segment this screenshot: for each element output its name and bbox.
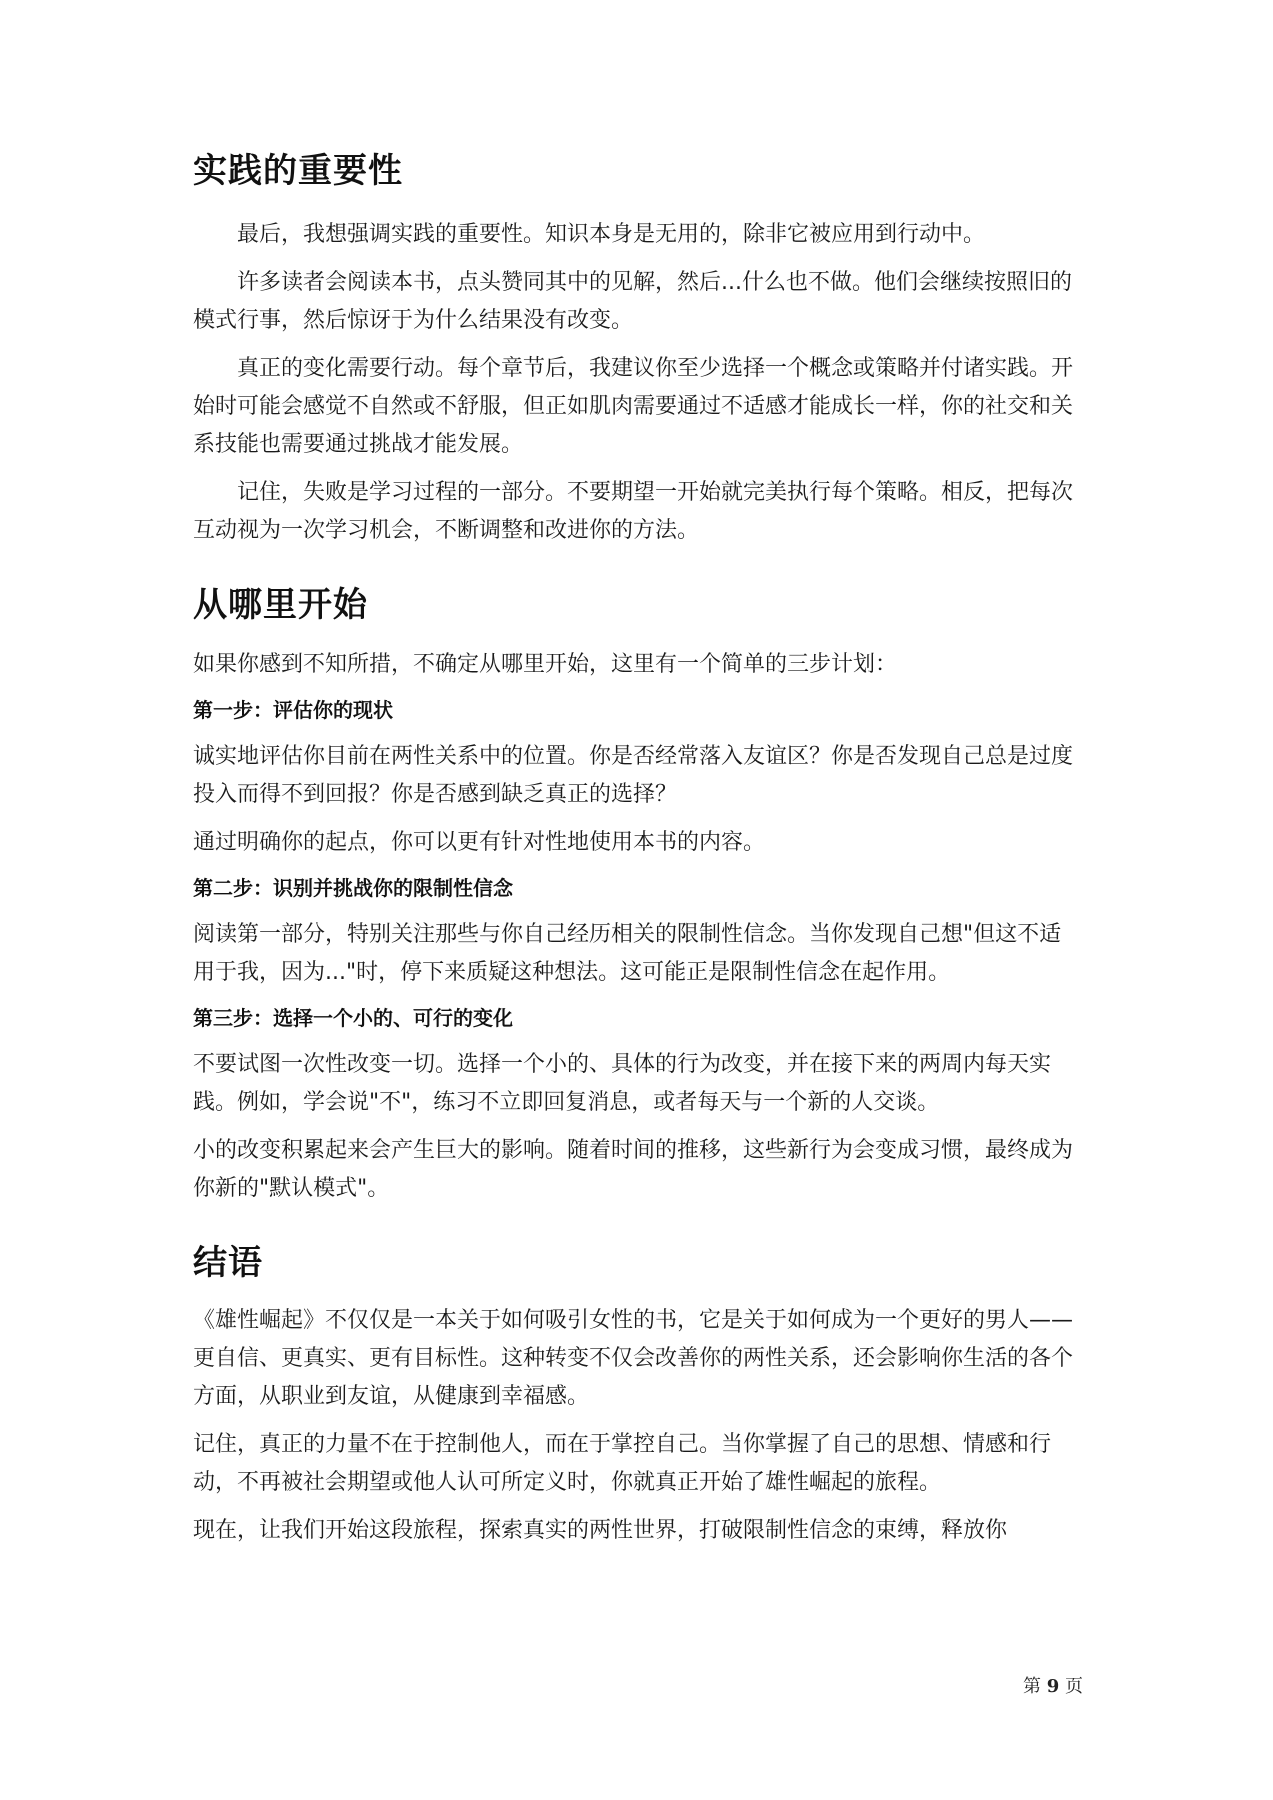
paragraph: 真正的变化需要行动。每个章节后，我建议你至少选择一个概念或策略并付诸实践。开始时可能会感觉不自然或不舒服，但正如肌肉需要通过不适感才能成长一样，你的社交和关系技能也需要通过挑战才能发展。 [193, 356, 1074, 457]
paragraph: 诚实地评估你目前在两性关系中的位置。你是否经常落入友谊区？你是否发现自己总是过度投入而得不到回报？你是否感到缺乏真正的选择？ [193, 744, 1074, 807]
paragraph: 小的改变积累起来会产生巨大的影响。随着时间的推移，这些新行为会变成习惯，最终成为你新的"默认模式"。 [193, 1138, 1074, 1201]
page-number [1023, 1672, 1083, 1698]
paragraph: 《雄性崛起》不仅仅是一本关于如何吸引女性的书，它是关于如何成为一个更好的男人——更自信、更真实、更有目标性。这种转变不仅会改善你的两性关系，还会影响你生活的各个方面，从职业到友谊，从健康到幸福感。 [193, 1308, 1074, 1409]
paragraph: 记住，失败是学习过程的一部分。不要期望一开始就完美执行每个策略。相反，把每次互动视为一次学习机会，不断调整和改进你的方法。 [193, 480, 1074, 543]
paragraph: 如果你感到不知所措，不确定从哪里开始，这里有一个简单的三步计划： [193, 652, 898, 677]
paragraph: 记住，真正的力量不在于控制他人，而在于掌控自己。当你掌握了自己的思想、情感和行动，不再被社会期望或他人认可所定义时，你就真正开始了雄性崛起的旅程。 [193, 1432, 1052, 1495]
step-title: 第三步：选择一个小的、可行的变化 [193, 1006, 513, 1030]
page-prefix: 第 [1023, 1676, 1041, 1697]
section-heading-conclusion: 结语 [193, 1243, 263, 1283]
page-content [193, 150, 1078, 1550]
section-heading-where-to-start: 从哪里开始 [193, 585, 368, 625]
paragraph: 现在，让我们开始这段旅程，探索真实的两性世界，打破限制性信念的束缚，释放你 [193, 1518, 1008, 1543]
step-title: 第二步：识别并挑战你的限制性信念 [193, 876, 513, 900]
paragraph: 许多读者会阅读本书，点头赞同其中的见解，然后...什么也不做。他们会继续按照旧的模式行事，然后惊讶于为什么结果没有改变。 [193, 270, 1072, 333]
section-heading-practice: 实践的重要性 [193, 151, 403, 191]
page-suffix: 页 [1065, 1676, 1083, 1697]
paragraph: 不要试图一次性改变一切。选择一个小的、具体的行为改变，并在接下来的两周内每天实践。例如，学会说"不"，练习不立即回复消息，或者每天与一个新的人交谈。 [193, 1052, 1052, 1115]
paragraph: 阅读第一部分，特别关注那些与你自己经历相关的限制性信念。当你发现自己想"但这不适用于我，因为..."时，停下来质疑这种想法。这可能正是限制性信念在起作用。 [193, 922, 1062, 985]
paragraph: 最后，我想强调实践的重要性。知识本身是无用的，除非它被应用到行动中。 [237, 222, 986, 247]
paragraph: 通过明确你的起点，你可以更有针对性地使用本书的内容。 [193, 830, 766, 855]
step-title: 第一步：评估你的现状 [193, 698, 393, 722]
page-number-value: 9 [1046, 1676, 1060, 1697]
